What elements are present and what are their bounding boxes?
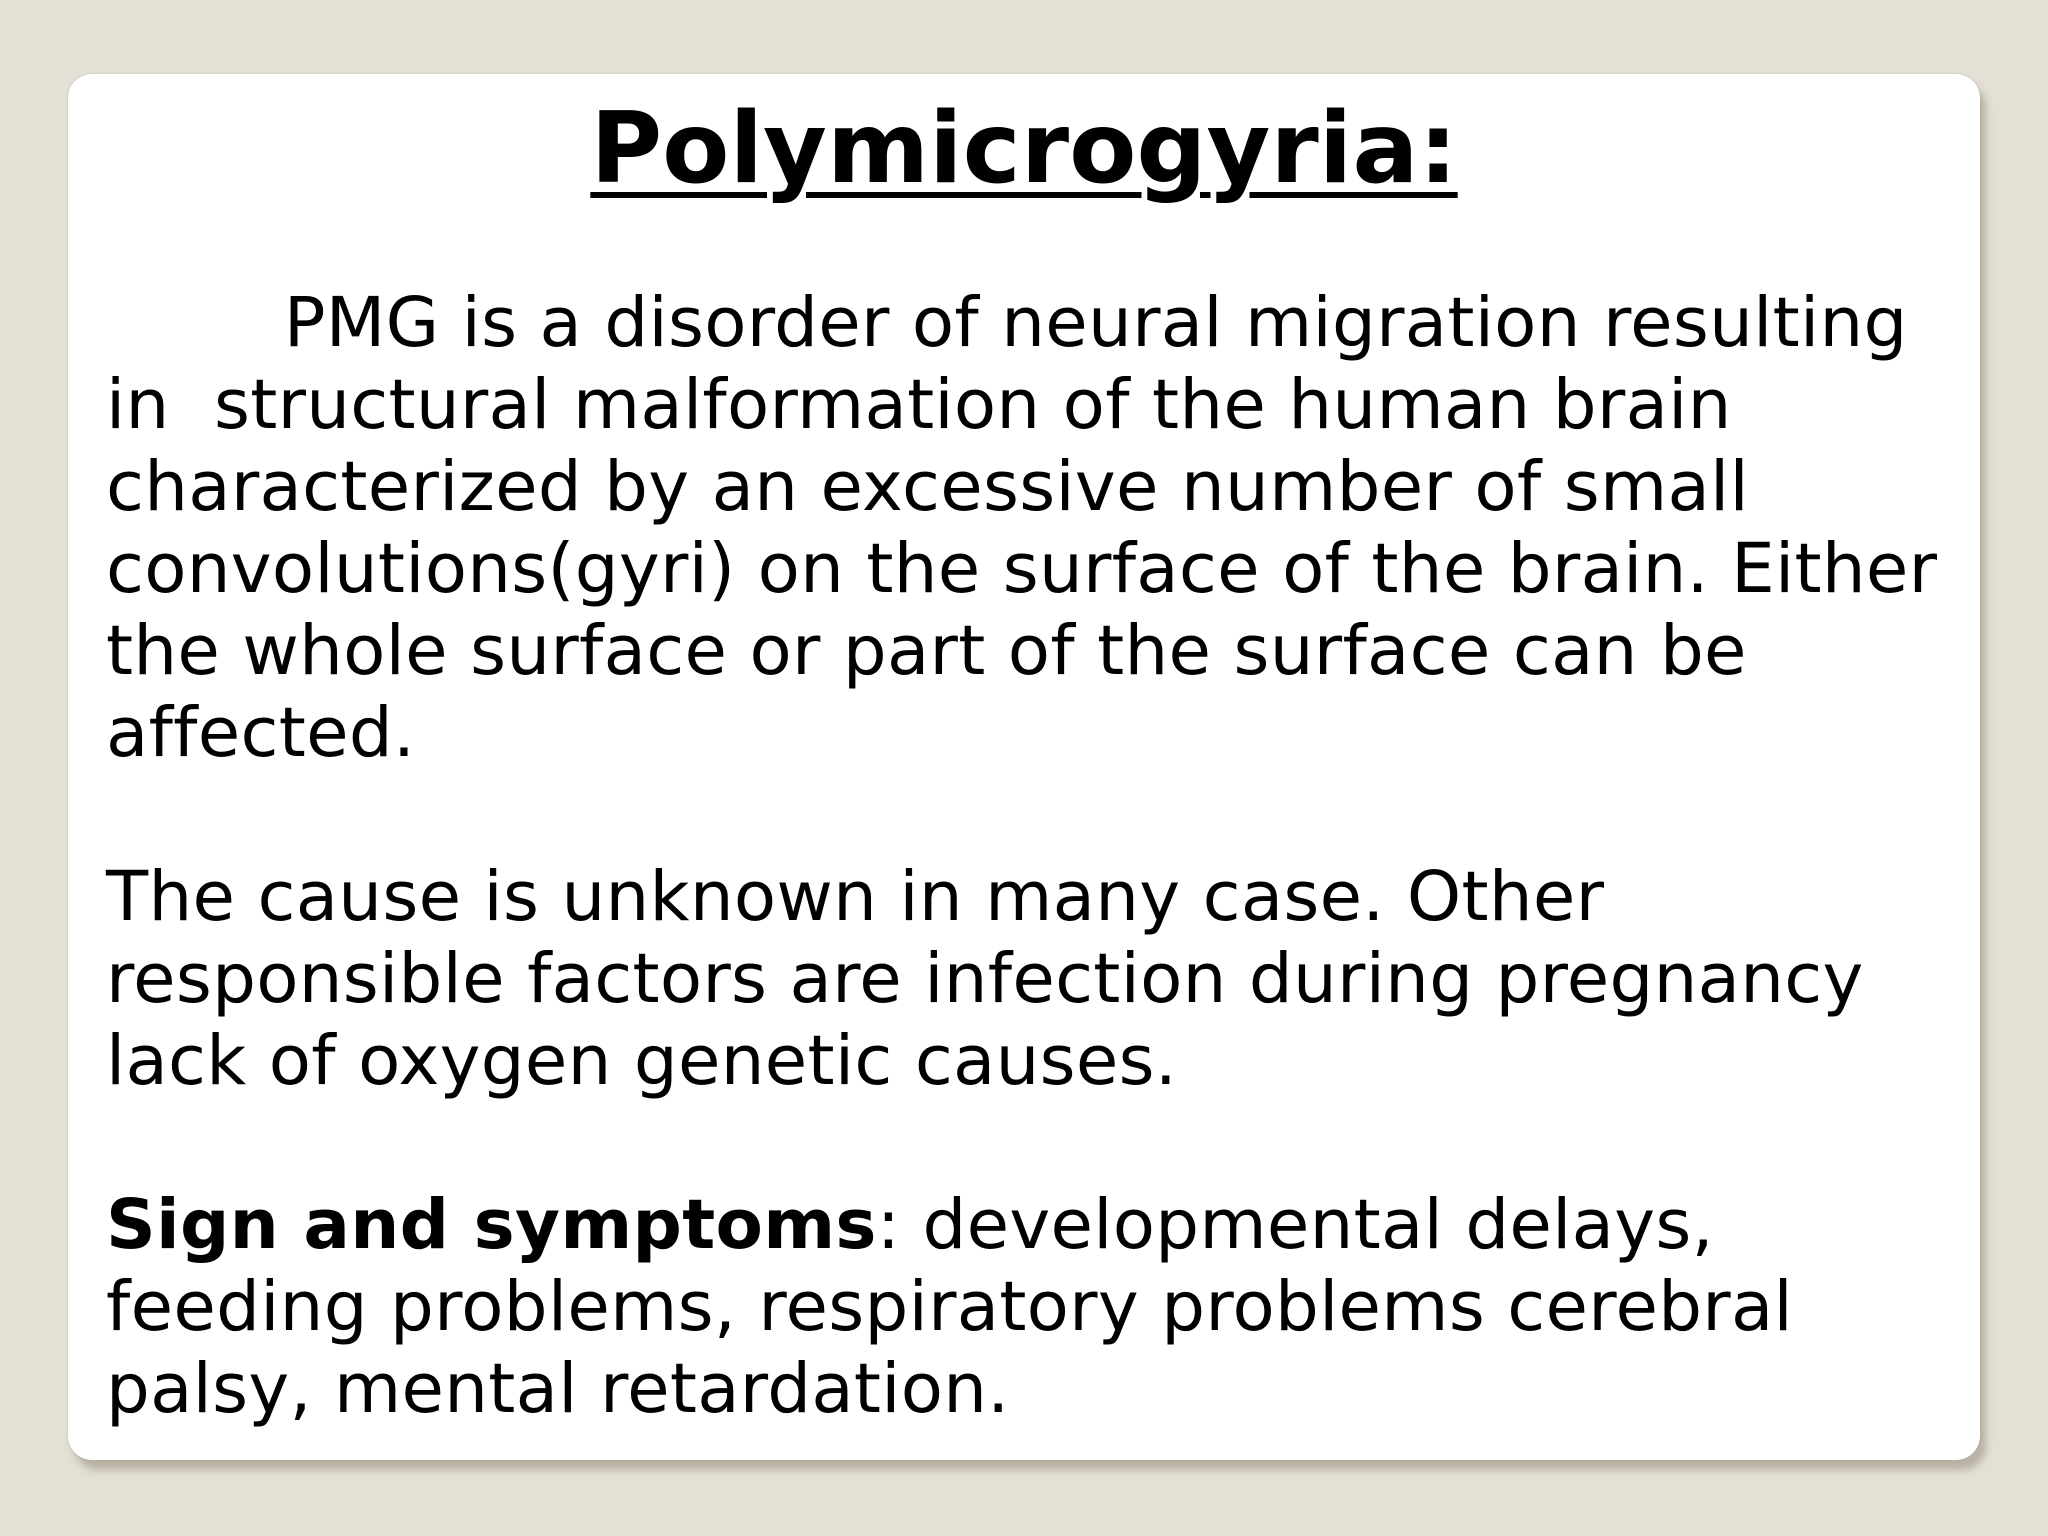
text-line: affected.	[106, 693, 416, 773]
paragraph-cause	[106, 856, 1966, 1102]
text-line: : developmental delays,	[876, 1185, 1714, 1265]
text-line: The cause is unknown in many case. Other	[106, 857, 1605, 937]
text-line: palsy, mental retardation.	[106, 1349, 1010, 1429]
text-line: in structural malformation of the human brain	[106, 365, 1732, 445]
text-line: feeding problems, respiratory problems cerebral	[106, 1267, 1794, 1347]
slide-body	[106, 282, 1966, 1430]
text-line: convolutions(gyri) on the surface of the brain. Either	[106, 529, 1938, 609]
title-area	[0, 0, 2048, 240]
text-line: the whole surface or part of the surface can be	[106, 611, 1747, 691]
text-line: PMG is a disorder of neural migration resulting	[106, 283, 1908, 363]
paragraph-definition	[106, 282, 1966, 774]
text-line: lack of oxygen genetic causes.	[106, 1021, 1178, 1101]
paragraph-gap	[106, 1102, 1966, 1184]
text-line: responsible factors are infection during pregnancy	[106, 939, 1864, 1019]
paragraph-symptoms	[106, 1184, 1966, 1430]
text-line: characterized by an excessive number of small	[106, 447, 1749, 527]
symptoms-label: Sign and symptoms	[106, 1185, 877, 1265]
slide-title: Polymicrogyria:	[590, 92, 1458, 206]
paragraph-gap	[106, 774, 1966, 856]
